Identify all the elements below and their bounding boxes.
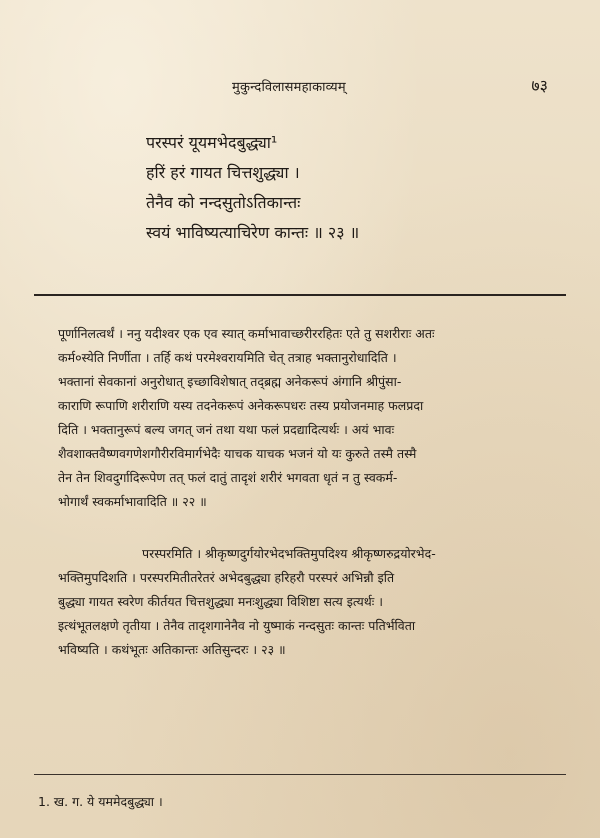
commentary-line: भक्तानां सेवकानां अनुरोधात् इच्छाविशेषात् तद्ब्रह्म अनेकरूपं अंगानि श्रीपुंसा- bbox=[58, 374, 402, 389]
commentary-line: काराणि रूपाणि शरीराणि यस्य तदनेकरूपं अनेकरूपधरः तस्य प्रयोजनमाह फलप्रदा bbox=[58, 398, 424, 413]
commentary-line: परस्परमिति । श्रीकृष्णदुर्गयोरभेदभक्तिमुपदिश्य श्रीकृष्णरुद्रयोरभेद- bbox=[142, 546, 436, 561]
section-divider bbox=[34, 294, 566, 296]
commentary-line: भोगार्थं स्वकर्माभावादिति ॥ २२ ॥ bbox=[58, 494, 207, 509]
commentary-line: तेन तेन शिवदुर्गादिरूपेण तत् फलं दातुं तादृशं शरीरं भगवता धृतं न तु स्वकर्म- bbox=[58, 470, 398, 485]
footnote: 1. ख. ग. ये यममेदबुद्ध्या । bbox=[38, 794, 163, 809]
verse-line: स्वयं भाविष्यत्याचिरेण कान्तः ॥ २३ ॥ bbox=[146, 223, 360, 242]
commentary-line: शैवशाक्तवैष्णवगणेशगौरीरविमार्गभेदैः याचक याचक भजनं यो यः कुरुते तस्मै तस्मै bbox=[58, 446, 417, 461]
commentary-line: बुद्ध्या गायत स्वरेण कीर्तयत चित्तशुद्ध्या मनःशुद्ध्या विशिष्टा सत्य इत्यर्थः । bbox=[58, 594, 383, 609]
verse-line: तेनैव को नन्दसुतोऽतिकान्तः bbox=[146, 193, 301, 212]
commentary-line: पूर्णानिलत्वर्थं । ननु यदीश्वर एक एव स्यात् कर्माभावाच्छरीररहितः एते तु सशरीराः अतः bbox=[58, 326, 435, 341]
commentary-line: भक्तिमुपदिशति । परस्परमितीतरेतरं अभेदबुद्ध्या हरिहरौ परस्परं अभिन्नौ इति bbox=[58, 570, 395, 585]
commentary-paragraph-1 bbox=[58, 322, 558, 514]
verse-line: परस्परं यूयमभेदबुद्ध्या¹ bbox=[146, 133, 278, 152]
running-title: मुकुन्दविलासमहाकाव्यम् bbox=[232, 80, 346, 95]
commentary-line: कर्म०स्येति निर्णीता । तर्हि कथं परमेश्वरायमिति चेत् तत्राह भक्तानुरोधादिति । bbox=[58, 350, 397, 365]
commentary-block bbox=[58, 322, 558, 662]
footnote-divider bbox=[34, 774, 566, 775]
page-number: ७३ bbox=[531, 76, 548, 95]
commentary-line: इत्थंभूतलक्षणे तृतीया । तेनैव तादृशगानेनैव नो युष्माकं नन्दसुतः कान्तः पतिर्भविता bbox=[58, 618, 416, 633]
commentary-paragraph-2 bbox=[58, 542, 558, 662]
verse-line: हरिं हरं गायत चित्तशुद्ध्या । bbox=[146, 163, 300, 182]
commentary-line: दिति । भक्तानुरूपं बल्य जगत् जनं तथा यथा फलं प्रदद्यादित्यर्थः । अयं भावः bbox=[58, 422, 395, 437]
commentary-line: भविष्यति । कथंभूतः अतिकान्तः अतिसुन्दरः । २३ ॥ bbox=[58, 642, 286, 657]
verse-block bbox=[146, 128, 556, 248]
